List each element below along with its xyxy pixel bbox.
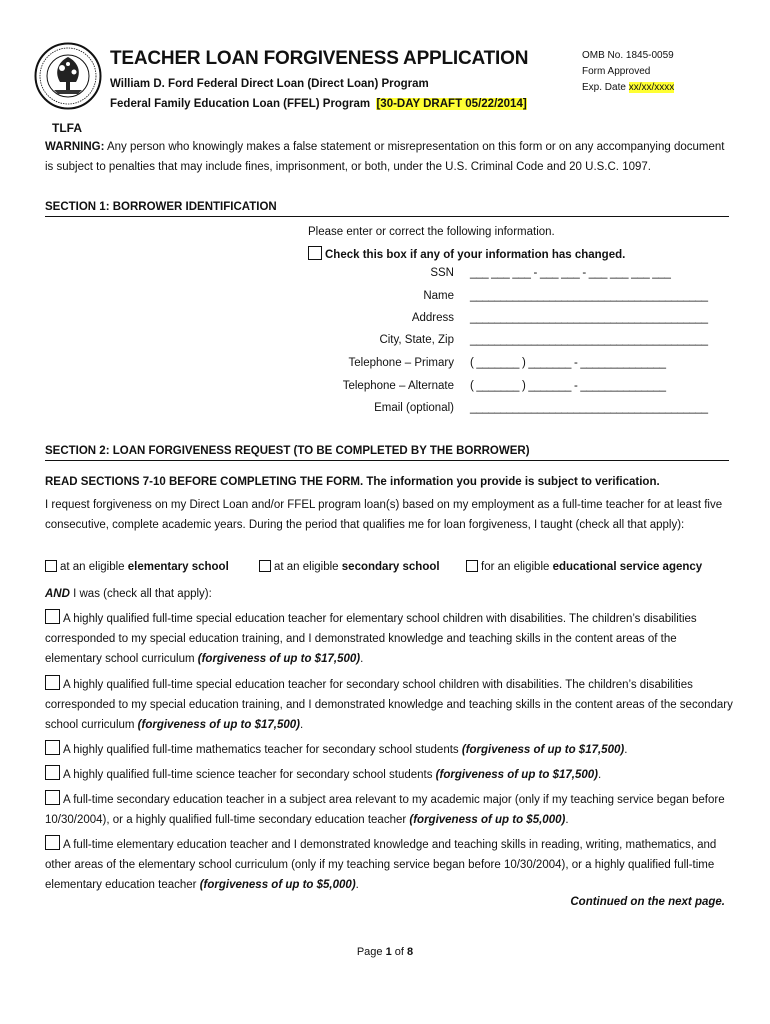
- field-label-name: Name: [423, 290, 454, 302]
- field-label-address: Address: [411, 312, 454, 324]
- page-number: [0, 946, 770, 958]
- teacher-option-checkbox[interactable]: [45, 835, 60, 850]
- teacher-option-secondary-education: [45, 790, 735, 830]
- teacher-option-special-ed-secondary: [45, 675, 735, 735]
- warning-text: Any person who knowingly makes a false statement or misrepresentation on this form or on any accompanying document is subject to penalties that may include fines, imprisonment, or both, under the U.S. Criminal Code and 20 U.S.C. 1097.: [45, 141, 725, 173]
- form-code: TLFA: [52, 121, 82, 135]
- form-title: TEACHER LOAN FORGIVENESS APPLICATION: [110, 48, 529, 69]
- teacher-option-checkbox[interactable]: [45, 675, 60, 690]
- option-elementary-school: [45, 560, 229, 573]
- educational-service-agency-checkbox[interactable]: [466, 560, 478, 572]
- section1-intro: Please enter or correct the following information.: [308, 226, 555, 238]
- page-total: 8: [407, 946, 414, 958]
- program-line-ffel-text: Federal Family Education Loan (FFEL) Program: [110, 98, 371, 110]
- teacher-option-text: A highly qualified full-time special education teacher for elementary school children with disabilities. The children’s disabilities corresponded to my special education training, and I demonstrated knowledge and teaching skills in the content areas of the elementary school curriculum: [45, 613, 697, 665]
- program-line-ffel: [110, 98, 527, 110]
- elementary-school-checkbox[interactable]: [45, 560, 57, 572]
- teacher-option-checkbox[interactable]: [45, 740, 60, 755]
- field-label-telephone-primary: Telephone – Primary: [348, 357, 454, 369]
- field-label-ssn: SSN: [430, 267, 454, 279]
- period: .: [598, 769, 602, 781]
- period: .: [565, 814, 569, 826]
- teacher-option-text: A highly qualified full-time mathematics teacher for secondary school students: [63, 744, 462, 756]
- period: .: [300, 719, 304, 731]
- option-emphasis: educational service agency: [552, 561, 703, 573]
- request-paragraph: I request forgiveness on my Direct Loan and/or FFEL program loan(s) based on my employment as a full-time teacher for at least five consecutive, complete academic years. During the period that qualifies me for loan forgiveness, I taught (check all that apply):: [45, 499, 723, 531]
- period: .: [355, 879, 359, 891]
- omb-number: OMB No. 1845-0059: [582, 50, 674, 61]
- page-of: of: [391, 946, 408, 958]
- teacher-option-text: A full-time elementary education teacher and I demonstrated knowledge and teaching skills in reading, writing, mathematics, and other areas of the elementary school curriculum (only if my teaching service began before 10/30/2004), or a highly qualified full-time elementary education teacher: [45, 839, 717, 891]
- forgiveness-amount: (forgiveness of up to $5,000): [409, 814, 566, 826]
- option-secondary-school: [259, 560, 440, 573]
- teacher-option-mathematics: [45, 740, 735, 760]
- exp-date-value: xx/xx/xxxx: [628, 82, 675, 93]
- teacher-option-checkbox[interactable]: [45, 790, 60, 805]
- period: .: [360, 653, 364, 665]
- warning-label: WARNING:: [45, 141, 105, 153]
- info-changed-label: Check this box if any of your information has changed.: [325, 249, 626, 261]
- forgiveness-amount: (forgiveness of up to $17,500): [461, 744, 625, 756]
- forgiveness-amount: (forgiveness of up to $17,500): [435, 769, 598, 781]
- omb-block: [582, 48, 674, 96]
- warning-paragraph: [45, 137, 735, 177]
- continued-note: Continued on the next page.: [570, 896, 725, 908]
- teacher-option-special-ed-elementary: [45, 609, 735, 669]
- option-emphasis: secondary school: [341, 561, 440, 573]
- expiration-date: [582, 80, 674, 96]
- and-line: [45, 584, 735, 604]
- draft-note: [30-DAY DRAFT 05/22/2014]: [376, 98, 527, 110]
- teacher-option-text: A highly qualified full-time special education teacher for secondary school children with disabilities. The children’s disabilities corresponded to my special education training, and I demonstrated knowledge and teaching skills in the content areas of the secondary school curriculum: [45, 679, 733, 731]
- period: .: [624, 744, 628, 756]
- forgiveness-amount: (forgiveness of up to $17,500): [197, 653, 361, 665]
- program-line-direct-loan: William D. Ford Federal Direct Loan (Direct Loan) Program: [110, 78, 429, 90]
- and-label: AND: [45, 588, 70, 600]
- info-changed-row: [308, 246, 625, 261]
- forgiveness-amount: (forgiveness of up to $17,500): [137, 719, 300, 731]
- option-prefix: at an eligible: [60, 561, 128, 573]
- page-current: 1: [385, 946, 392, 958]
- teacher-option-elementary-education: [45, 835, 735, 895]
- form-approved: Form Approved: [582, 66, 651, 77]
- info-changed-checkbox[interactable]: [308, 246, 322, 260]
- option-prefix: at an eligible: [274, 561, 342, 573]
- teacher-option-text: A full-time secondary education teacher in a subject area relevant to my academic major (only if my teaching service began before 10/30/2004), or a highly qualified full-time secondary education teacher: [45, 794, 725, 826]
- and-text: I was (check all that apply):: [69, 588, 212, 600]
- read-instruction: READ SECTIONS 7-10 BEFORE COMPLETING THE FORM. The information you provide is subject to verification.: [45, 476, 660, 488]
- option-educational-service-agency: [466, 560, 702, 573]
- page-prefix: Page: [356, 946, 386, 958]
- department-of-education-seal: [34, 42, 102, 110]
- field-label-email: Email (optional): [374, 402, 454, 414]
- teacher-option-science: [45, 765, 735, 785]
- secondary-school-checkbox[interactable]: [259, 560, 271, 572]
- option-emphasis: elementary school: [127, 561, 229, 573]
- section1-heading: SECTION 1: BORROWER IDENTIFICATION: [45, 201, 729, 217]
- telephone-alternate-field[interactable]: ( _______ ) _______ - ______________: [470, 380, 666, 392]
- ssn-field[interactable]: ___ ___ ___ - ___ ___ - ___ ___ ___ ___: [470, 267, 671, 279]
- exp-date-label: Exp. Date: [582, 82, 626, 93]
- section2-heading: SECTION 2: LOAN FORGIVENESS REQUEST (TO BE COMPLETED BY THE BORROWER): [45, 445, 729, 461]
- telephone-primary-field[interactable]: ( _______ ) _______ - ______________: [470, 357, 666, 369]
- forgiveness-amount: (forgiveness of up to $5,000): [199, 879, 356, 891]
- teacher-option-checkbox[interactable]: [45, 609, 60, 624]
- name-field[interactable]: _______________________________________: [470, 290, 708, 302]
- email-field[interactable]: _______________________________________: [470, 402, 708, 414]
- city-state-zip-field[interactable]: _______________________________________: [470, 334, 708, 346]
- teacher-option-checkbox[interactable]: [45, 765, 60, 780]
- field-label-telephone-alternate: Telephone – Alternate: [342, 380, 454, 392]
- field-label-city-state-zip: City, State, Zip: [379, 334, 454, 346]
- option-prefix: for an eligible: [481, 561, 553, 573]
- teacher-option-text: A highly qualified full-time science teacher for secondary school students: [63, 769, 436, 781]
- address-field[interactable]: _______________________________________: [470, 312, 708, 324]
